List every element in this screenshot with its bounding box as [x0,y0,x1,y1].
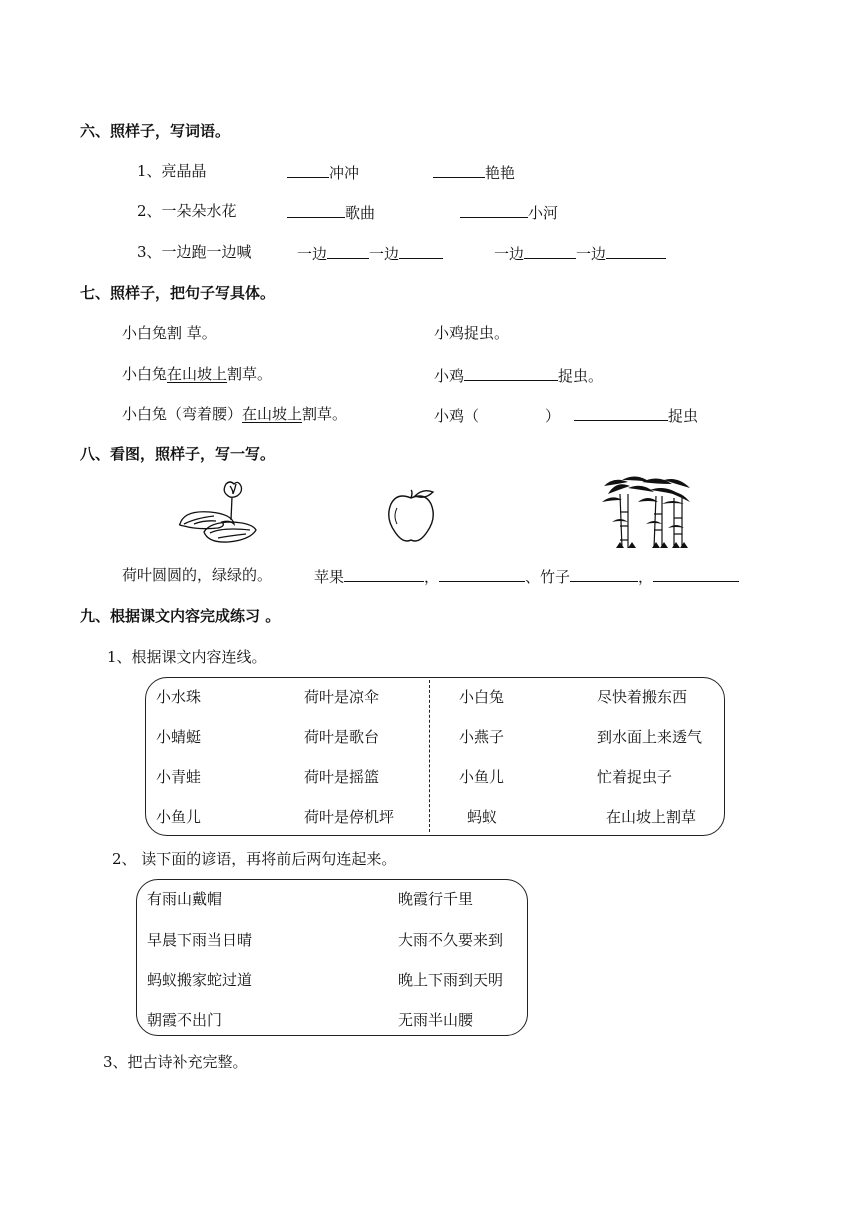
m2-c2-r1[interactable]: 晚霞行千里 [398,890,474,908]
m1-c2-r1[interactable]: 荷叶是凉伞 [304,688,380,706]
bamboo-icon [598,474,694,550]
m1-c4-r4[interactable]: 在山坡上割草 [606,808,697,826]
s6-row3-b: 一边 一边 [494,242,666,264]
m1-c3-r2[interactable]: 小燕子 [459,728,505,746]
m2-c2-r3[interactable]: 晚上下雨到天明 [398,971,504,989]
s6-row2-b: 小河 [460,201,558,223]
s9-q3: 3、把古诗补充完整。 [103,1053,248,1071]
blank[interactable] [287,161,329,178]
s9-q1: 1、根据课文内容连线。 [107,648,267,666]
m1-c1-r4[interactable]: 小鱼儿 [156,808,202,826]
blank[interactable] [433,161,485,178]
blank[interactable] [606,242,666,259]
m2-c1-r3[interactable]: 蚂蚁搬家蛇过道 [147,971,253,989]
s7-right-3: 小鸡（ ） 捉虫 [434,404,698,426]
m1-c3-r1[interactable]: 小白兔 [459,688,505,706]
s6-row1-label: 1、亮晶晶 [137,162,207,180]
blank[interactable] [570,565,638,582]
blank[interactable] [439,565,525,582]
lotus-icon [174,478,264,548]
s8-example: 荷叶圆圆的，绿绿的。 [122,566,273,584]
s8-fill-line: 苹果 ， 、竹子 ， [314,565,739,587]
s6-row1-b: 艳艳 [433,161,515,183]
s7-left-2: 小白兔在山坡上割草。 [122,365,273,383]
m1-c2-r3[interactable]: 荷叶是摇篮 [304,768,380,786]
blank[interactable] [524,242,576,259]
m1-c1-r1[interactable]: 小水珠 [156,688,202,706]
m1-c4-r2[interactable]: 到水面上来透气 [597,728,703,746]
m2-c2-r2[interactable]: 大雨不久要来到 [398,931,504,949]
s7-left-1: 小白兔割 草。 [122,324,217,342]
m1-c2-r4[interactable]: 荷叶是停机坪 [304,808,395,826]
m2-c1-r4[interactable]: 朝霞不出门 [147,1011,223,1029]
s6-row3-label: 3、一边跑一边喊 [137,243,252,261]
divider [429,680,430,832]
s9-q2: 2、 读下面的谚语，再将前后两句连起来。 [112,850,397,868]
m2-c1-r1[interactable]: 有雨山戴帽 [147,890,223,908]
s6-row2-a: 歌曲 [287,201,375,223]
blank[interactable] [344,565,424,582]
m1-c3-r3[interactable]: 小鱼儿 [459,768,505,786]
s7-left-3: 小白兔（弯着腰）在山坡上割草。 [122,405,348,423]
blank[interactable] [464,364,558,381]
s6-row3-a: 一边 一边 [297,242,443,264]
blank[interactable] [574,404,668,421]
m1-c4-r1[interactable]: 尽快着搬东西 [597,688,688,706]
s7-right-1: 小鸡捉虫。 [434,324,510,342]
m1-c1-r3[interactable]: 小青蛙 [156,768,202,786]
blank[interactable] [327,242,369,259]
m1-c2-r2[interactable]: 荷叶是歌台 [304,728,380,746]
blank[interactable] [287,201,345,218]
section-8-title: 八、看图，照样子，写一写。 [80,445,276,463]
m1-c4-r3[interactable]: 忙着捉虫子 [597,768,673,786]
m2-c2-r4[interactable]: 无雨半山腰 [398,1011,474,1029]
section-9-title: 九、根据课文内容完成练习 。 [80,607,281,625]
apple-icon [385,486,441,546]
blank[interactable] [460,201,528,218]
section-6-title: 六、照样子，写词语。 [80,122,231,140]
blank[interactable] [653,565,739,582]
s7-right-2: 小鸡 捉虫。 [434,364,603,386]
m2-c1-r2[interactable]: 早晨下雨当日晴 [147,931,253,949]
m1-c1-r2[interactable]: 小蜻蜓 [156,728,202,746]
blank[interactable] [399,242,443,259]
section-7-title: 七、照样子，把句子写具体。 [80,284,276,302]
s6-row1-a: 冲冲 [287,161,359,183]
m1-c3-r4[interactable]: 蚂蚁 [467,808,498,826]
s6-row2-label: 2、一朵朵水花 [137,202,237,220]
